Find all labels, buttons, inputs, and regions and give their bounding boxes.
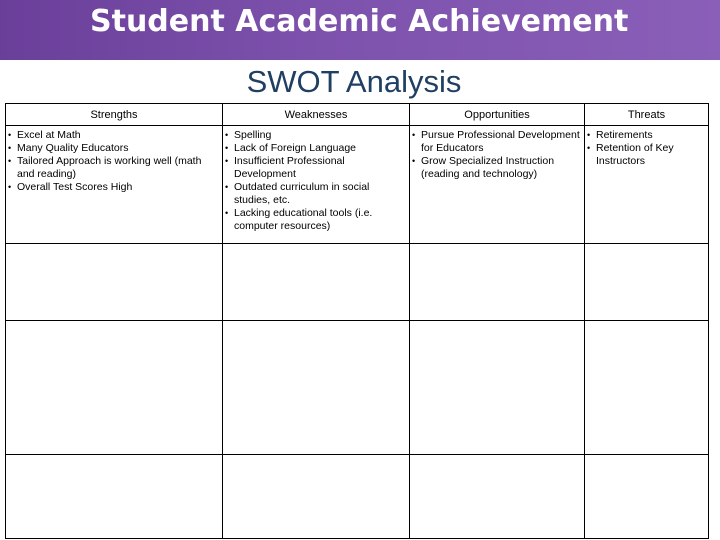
blank-cell xyxy=(585,455,709,539)
list-item: • Lacking educational tools (i.e. computer resources) xyxy=(225,207,373,232)
blank-cell xyxy=(223,244,410,321)
list-item: • Many Quality Educators xyxy=(8,142,129,154)
list-item: • Excel at Math xyxy=(8,129,81,141)
column-header-opportunities: Opportunities xyxy=(410,104,585,126)
bullet-icon: • xyxy=(412,156,416,166)
opportunities-cell xyxy=(410,126,585,244)
blank-cell xyxy=(410,321,585,455)
blank-cell xyxy=(6,244,223,321)
bullet-icon: • xyxy=(225,156,229,166)
blank-row xyxy=(6,321,709,455)
list-item: • Retirements xyxy=(587,129,653,141)
list-item: • Tailored Approach is working well (math and reading) xyxy=(8,155,202,180)
column-header-strengths: Strengths xyxy=(6,104,223,126)
page-subtitle: SWOT Analysis xyxy=(246,64,462,99)
blank-cell xyxy=(223,455,410,539)
blank-cell xyxy=(585,321,709,455)
list-item: • Overall Test Scores High xyxy=(8,181,133,193)
bullet-icon: • xyxy=(225,182,229,192)
list-item: • Spelling xyxy=(225,129,272,141)
swot-table xyxy=(5,103,709,539)
bullet-icon: • xyxy=(8,130,12,140)
header-row xyxy=(6,104,709,126)
bullet-icon: • xyxy=(587,130,591,140)
threats-list xyxy=(585,126,708,168)
bullet-icon: • xyxy=(8,156,12,166)
blank-cell xyxy=(223,321,410,455)
list-item: • Lack of Foreign Language xyxy=(225,142,357,154)
blank-row xyxy=(6,455,709,539)
bullet-icon: • xyxy=(8,182,12,192)
content-row xyxy=(6,126,709,244)
list-item: • Outdated curriculum in social studies, etc. xyxy=(225,181,370,206)
list-item: • Insufficient Professional Development xyxy=(225,155,345,180)
strengths-cell xyxy=(6,126,223,244)
bullet-icon: • xyxy=(225,208,229,218)
weaknesses-cell xyxy=(223,126,410,244)
title-banner xyxy=(0,0,720,60)
list-item: • Retention of Key Instructors xyxy=(587,142,674,167)
bullet-icon: • xyxy=(412,130,416,140)
page-title: Student Academic Achievement xyxy=(90,4,629,39)
weaknesses-list xyxy=(223,126,409,233)
threats-cell xyxy=(585,126,709,244)
bullet-icon: • xyxy=(8,143,12,153)
bullet-icon: • xyxy=(587,143,591,153)
blank-cell xyxy=(410,244,585,321)
blank-cell xyxy=(585,244,709,321)
blank-cell xyxy=(410,455,585,539)
column-header-weaknesses: Weaknesses xyxy=(223,104,410,126)
bullet-icon: • xyxy=(225,143,229,153)
blank-cell xyxy=(6,455,223,539)
list-item: • Pursue Professional Development for Educators xyxy=(412,129,580,154)
blank-cell xyxy=(6,321,223,455)
strengths-list xyxy=(6,126,222,194)
bullet-icon: • xyxy=(225,130,229,140)
list-item: • Grow Specialized Instruction (reading and technology) xyxy=(412,155,555,180)
column-header-threats: Threats xyxy=(585,104,709,126)
opportunities-list xyxy=(410,126,584,181)
blank-row xyxy=(6,244,709,321)
